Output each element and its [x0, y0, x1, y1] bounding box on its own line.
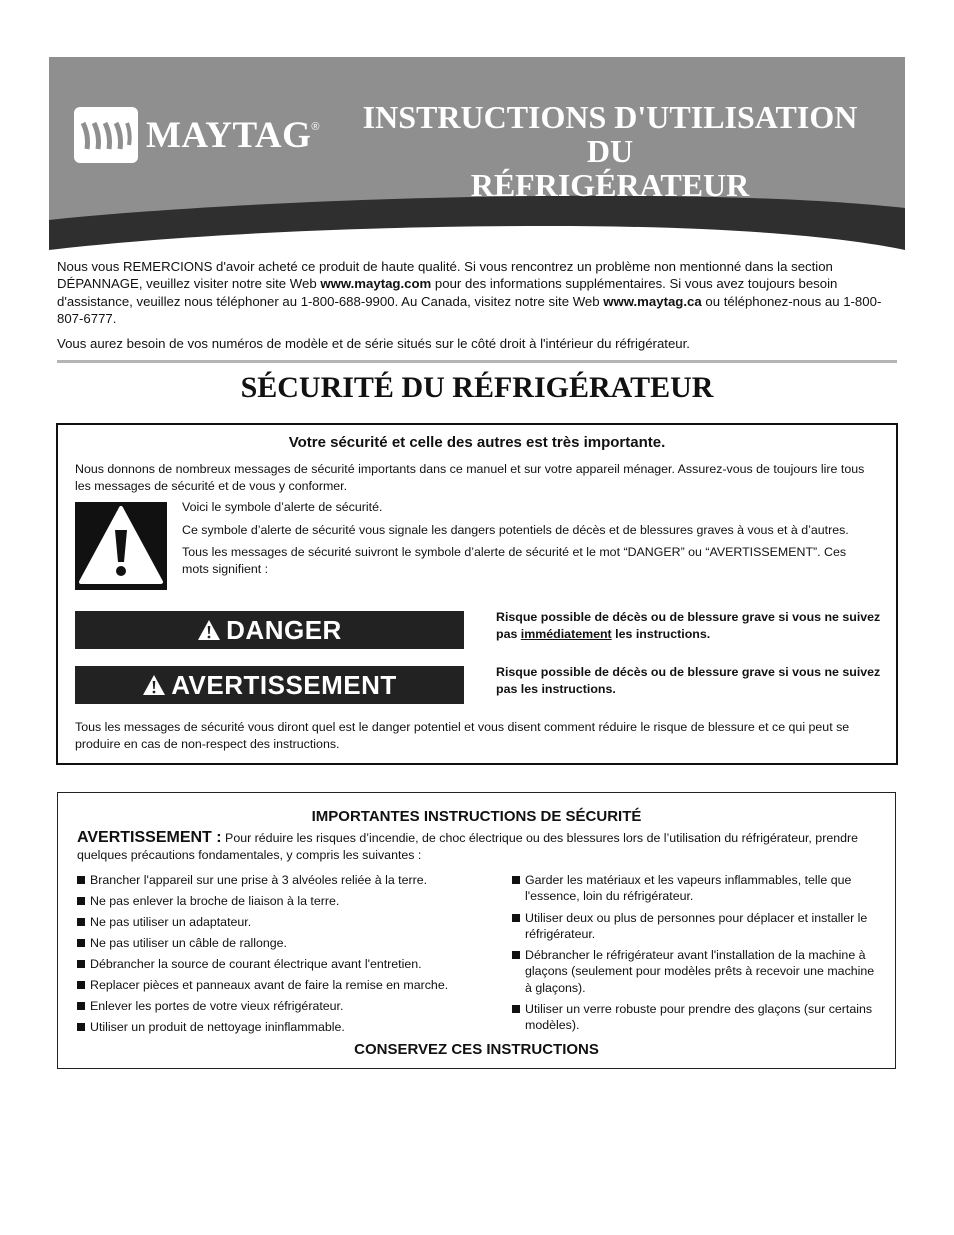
danger-signal-banner: [75, 611, 464, 649]
section-divider: [57, 360, 897, 363]
alert-paragraph-1: Voici le symbole d’alerte de sécurité.: [182, 500, 383, 514]
maytag-logo: [74, 107, 320, 163]
safety-box-footer: Tous les messages de sécurité vous diront quel est le danger potentiel et vous disent comment réduire le risque de blessure et ce qui peut se produire en cas de non-respect des instructions.: [75, 720, 850, 751]
list-item: Brancher l'appareil sur une prise à 3 alvéoles reliée à la terre.: [77, 872, 502, 888]
warning-triangle-icon: [142, 674, 166, 696]
danger-desc-emphasis: immédiatement: [520, 627, 612, 641]
maytag-wave-icon: [74, 107, 138, 163]
intro-paragraph-2: Vous aurez besoin de vos numéros de modèle et de série situés sur le côté droit à l'intérieur du réfrigérateur.: [57, 336, 690, 352]
intro-p1-text-c: pour des informations supplémentaires. Si vous avez toujours besoin d'assistance, veuillez nous téléphoner au 1-800-688-9900. Au Canada, visitez notre site Web: [57, 276, 838, 309]
instructions-warning: [77, 829, 877, 864]
instructions-list-right: [512, 872, 882, 1039]
safety-box: [56, 423, 898, 765]
list-item: Ne pas enlever la broche de liaison à la terre.: [77, 893, 502, 909]
list-item: Utiliser un verre robuste pour prendre des glaçons (sur certains modèles).: [512, 1001, 882, 1034]
title-line-1: INSTRUCTIONS D'UTILISATION DU: [362, 99, 858, 169]
alert-paragraph-2: Ce symbole d’alerte de sécurité vous signale les dangers potentiels de décès et de blessures graves à vous et à d’autres.: [182, 522, 849, 537]
section-title: SÉCURITÉ DU RÉFRIGÉRATEUR: [240, 371, 714, 404]
list-item: Enlever les portes de votre vieux réfrigérateur.: [77, 998, 502, 1014]
instructions-heading: IMPORTANTES INSTRUCTIONS DE SÉCURITÉ: [311, 808, 642, 825]
intro-p1-text-e: ou téléphonez-nous au 1-800-807-6777.: [57, 293, 882, 326]
intro-p1-text-a: Nous vous REMERCIONS d'avoir acheté ce produit de haute qualité. Si vous rencontrez un problème non mentionné dans la section DÉPANNAGE, veuillez visiter notre site Web: [57, 259, 833, 292]
list-item: Replacer pièces et panneaux avant de faire la remise en marche.: [77, 977, 502, 993]
danger-label: DANGER: [226, 614, 342, 645]
safety-alert-symbol-icon: [75, 502, 167, 590]
website-ca-link[interactable]: www.maytag.ca: [603, 293, 702, 309]
title-line-2: RÉFRIGÉRATEUR: [470, 167, 750, 203]
list-item: Utiliser un produit de nettoyage ininflammable.: [77, 1019, 502, 1035]
instructions-warning-label: AVERTISSEMENT :: [77, 829, 222, 846]
list-item: Ne pas utiliser un câble de rallonge.: [77, 935, 502, 951]
website-us-link[interactable]: www.maytag.com: [320, 276, 432, 292]
list-item: Garder les matériaux et les vapeurs inflammables, telle que l'essence, loin du réfrigérateur.: [512, 872, 882, 905]
instructions-list-left: [77, 872, 502, 1040]
registered-mark: ®: [311, 121, 320, 133]
danger-description: [496, 609, 891, 643]
instructions-footer: CONSERVEZ CES INSTRUCTIONS: [354, 1041, 599, 1058]
list-item: Débrancher la source de courant électrique avant l'entretien.: [77, 956, 502, 972]
intro-text: [57, 258, 897, 360]
list-item: Utiliser deux ou plus de personnes pour déplacer et installer le réfrigérateur.: [512, 910, 882, 943]
intro-paragraph-1: [57, 258, 897, 327]
danger-desc-a: Risque possible de décès ou de blessure grave si vous ne suivez pas: [496, 610, 881, 641]
list-item: Débrancher le réfrigérateur avant l'installation de la machine à glaçons (seulement pour modèles prêts à recevoir une machine à glaçons).: [512, 947, 882, 996]
safety-box-intro: Nous donnons de nombreux messages de sécurité importants dans ce manuel et sur votre appareil ménager. Assurez-vous de toujours lire tous les messages de sécurité et de vous y conformer.: [75, 462, 865, 493]
document-title: [340, 100, 880, 202]
safety-box-heading: Votre sécurité et celle des autres est très importante.: [288, 434, 666, 451]
alert-paragraph-3: Tous les messages de sécurité suivront le symbole d’alerte de sécurité et le mot “DANGER” ou “AVERTISSEMENT”. Ces mots signifient :: [182, 545, 847, 576]
warning-description: Risque possible de décès ou de blessure grave si vous ne suivez pas les instructions.: [496, 665, 881, 696]
brand-wordmark: MAYTAG: [146, 114, 312, 156]
list-item: Ne pas utiliser un adaptateur.: [77, 914, 502, 930]
warning-label: AVERTISSEMENT: [171, 669, 397, 700]
warning-signal-banner: [75, 666, 464, 704]
instructions-warning-text: Pour réduire les risques d’incendie, de choc électrique ou des blessures lors de l’utilisation du réfrigérateur, prendre quelques précautions fondamentales, y compris les suivantes :: [77, 831, 859, 862]
danger-desc-c: les instructions.: [611, 627, 711, 641]
safety-alert-explanation: [182, 499, 872, 583]
instructions-box: [57, 792, 896, 1069]
danger-warning-icon: [197, 619, 221, 641]
